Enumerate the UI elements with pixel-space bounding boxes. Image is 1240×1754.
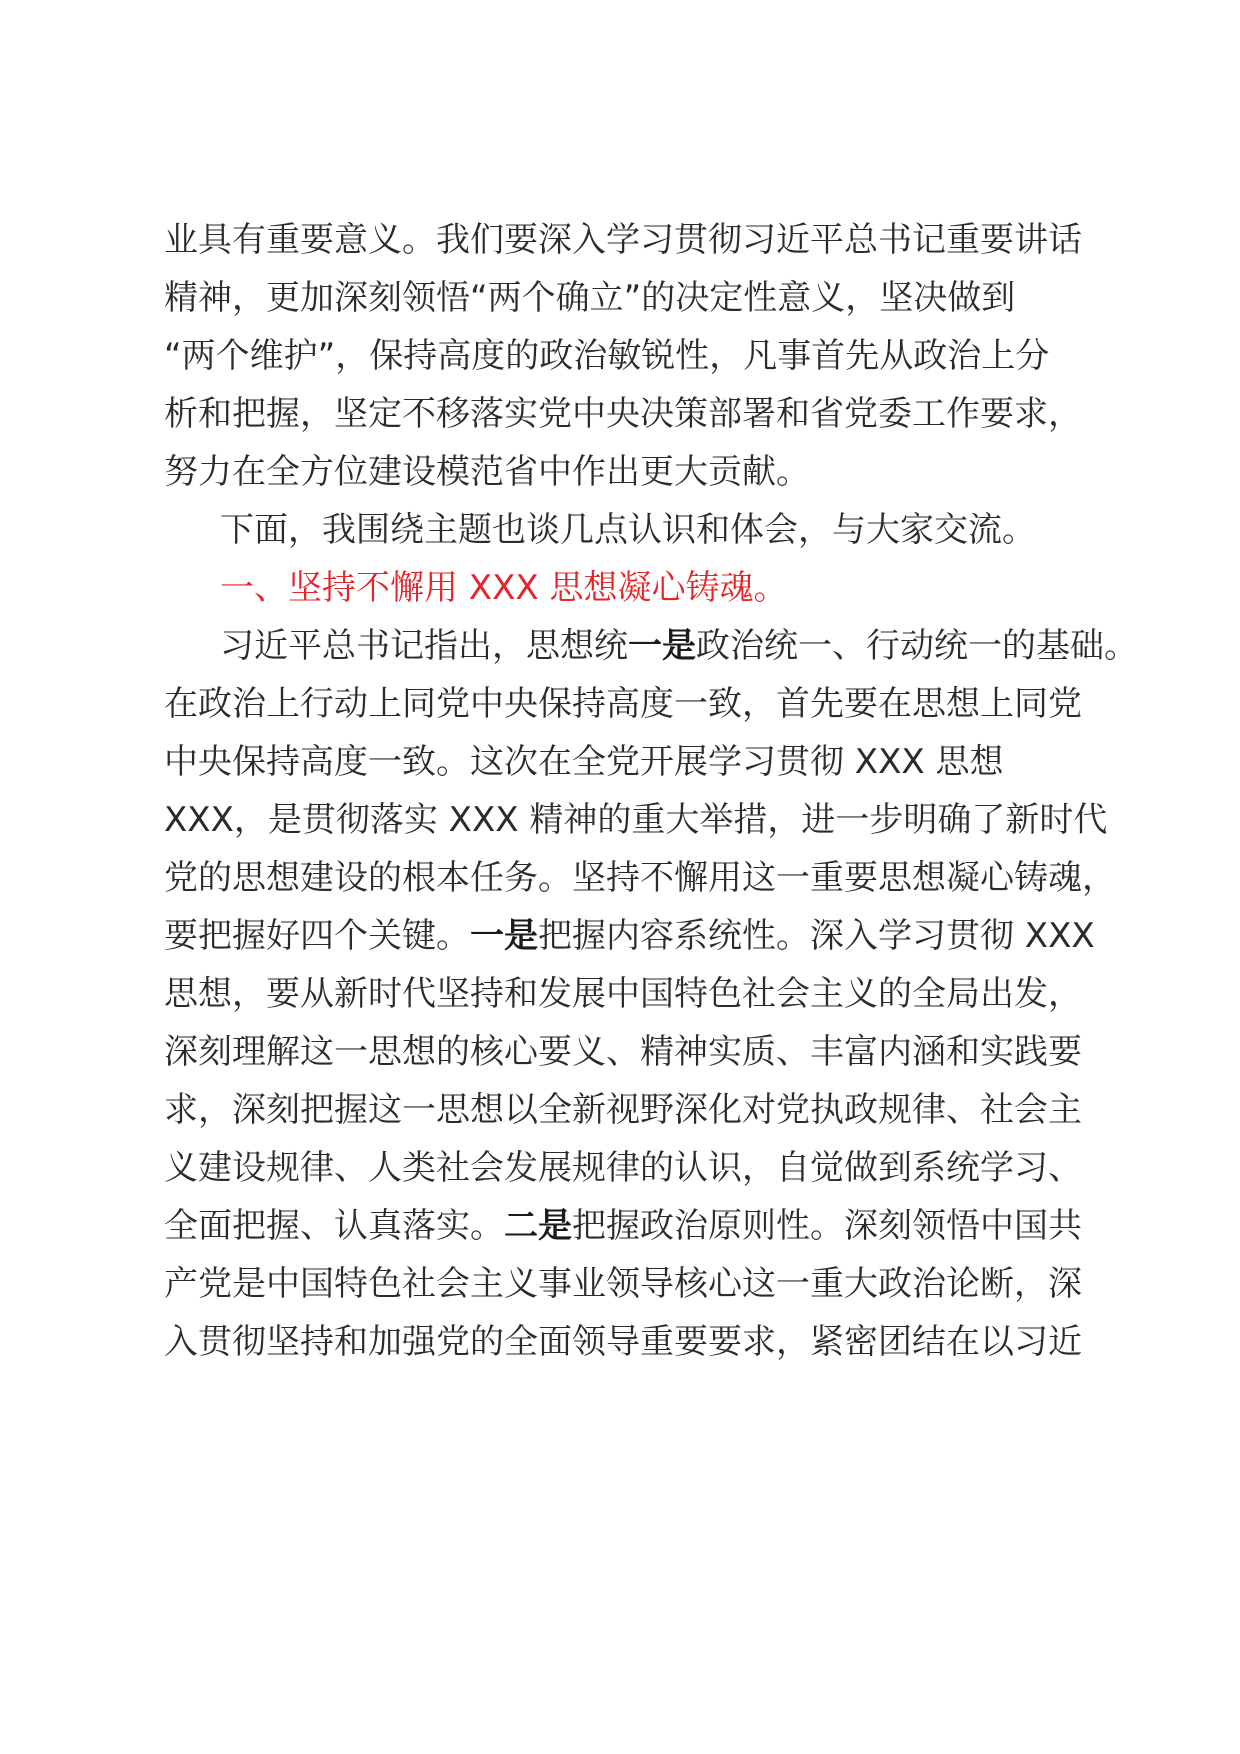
bold-marker: 二是 (504, 1206, 572, 1246)
paragraph-line: 义建设规律、人类社会发展规律的认识，自觉做到系统学习、 (164, 1148, 1082, 1188)
section-heading: 一、坚持不懈用 XXX 思想凝心铸魂。 (220, 568, 788, 608)
text-run: 把握政治原则性。深刻领悟中国共 (572, 1206, 1082, 1246)
paragraph-line: 业具有重要意义。我们要深入学习贯彻习近平总书记重要讲话 (164, 220, 1082, 260)
paragraph-line: 产党是中国特色社会主义事业领导核心这一重大政治论断，深 (164, 1264, 1082, 1304)
text-run: 要把握好四个关键。 (164, 916, 470, 956)
paragraph-line: 努力在全方位建设模范省中作出更大贡献。 (164, 452, 810, 492)
text-run: 习近平总书记指出，思想统 (220, 626, 628, 666)
paragraph-line: 析和把握，坚定不移落实党中央决策部署和省党委工作要求， (164, 394, 1082, 434)
paragraph-line: 党的思想建设的根本任务。坚持不懈用这一重要思想凝心铸魂， (164, 858, 1116, 898)
paragraph-line: 中央保持高度一致。这次在全党开展学习贯彻 XXX 思想 (164, 742, 1004, 782)
paragraph-line: 深刻理解这一思想的核心要义、精神实质、丰富内涵和实践要 (164, 1032, 1082, 1072)
paragraph-line (164, 1204, 1082, 1248)
text-run: 把握内容系统性。深入学习贯彻 XXX (538, 916, 1095, 956)
paragraph-line: “两个维护”，保持高度的政治敏锐性，凡事首先从政治上分 (164, 336, 1050, 376)
bold-marker: 一是 (628, 626, 696, 666)
paragraph-line (220, 624, 1138, 668)
paragraph-line: 精神，更加深刻领悟“两个确立”的决定性意义，坚决做到 (164, 278, 1016, 318)
paragraph-line: 在政治上行动上同党中央保持高度一致，首先要在思想上同党 (164, 684, 1082, 724)
bold-marker: 一是 (470, 916, 538, 956)
paragraph-intro: 下面，我围绕主题也谈几点认识和体会，与大家交流。 (220, 510, 1036, 550)
paragraph-line: 思想，要从新时代坚持和发展中国特色社会主义的全局出发， (164, 974, 1082, 1014)
paragraph-line: XXX，是贯彻落实 XXX 精神的重大举措，进一步明确了新时代 (164, 800, 1108, 840)
text-run: 政治统一、行动统一的基础。 (696, 626, 1138, 666)
text-run: 全面把握、认真落实。 (164, 1206, 504, 1246)
paragraph-line: 求，深刻把握这一思想以全新视野深化对党执政规律、社会主 (164, 1090, 1082, 1130)
paragraph-line (164, 914, 1095, 958)
paragraph-line: 入贯彻坚持和加强党的全面领导重要要求，紧密团结在以习近 (164, 1322, 1082, 1362)
